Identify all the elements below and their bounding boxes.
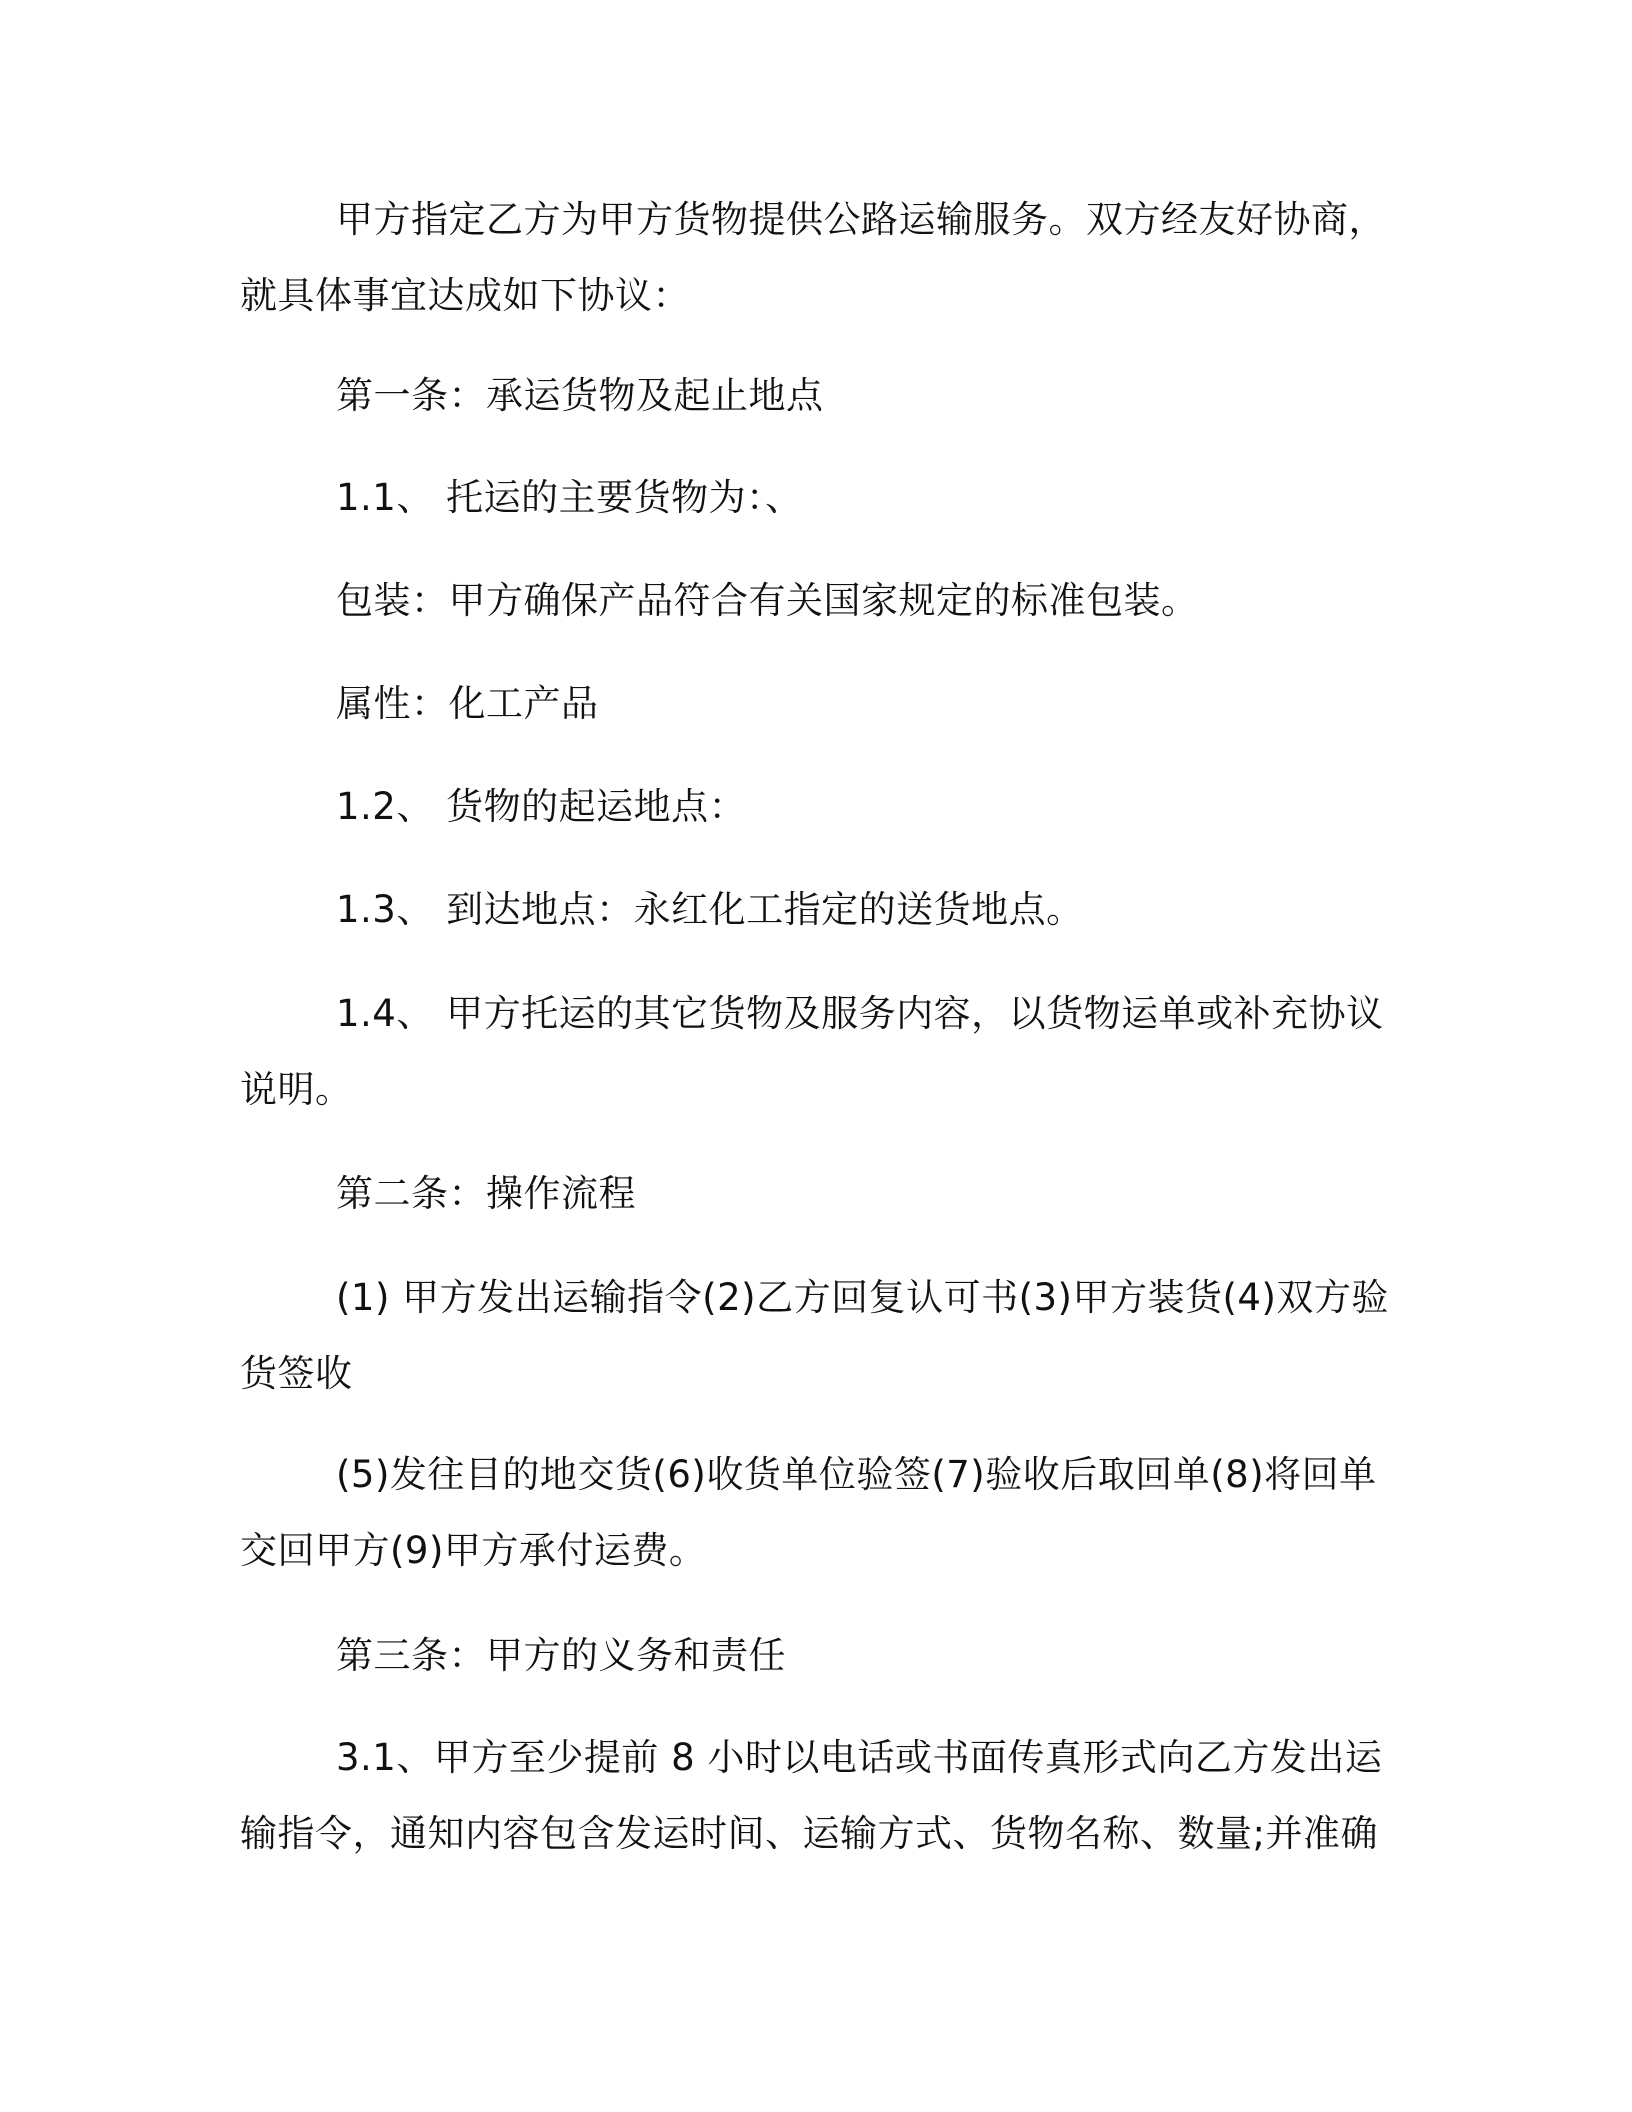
article-2-heading: 第二条：操作流程 (336, 1172, 636, 1215)
clause-1-3: 1.3、 到达地点：永红化工指定的送货地点。 (336, 888, 1084, 931)
attribute-paragraph: 属性：化工产品 (336, 682, 599, 725)
clause-1-4: 1.4、 甲方托运的其它货物及服务内容，以货物运单或补充协议说明。 (240, 992, 1384, 1111)
process-steps-1-4: (1) 甲方发出运输指令(2)乙方回复认可书(3)甲方装货(4)双方验货签收 (240, 1276, 1389, 1395)
clause-1-2: 1.2、 货物的起运地点： (336, 785, 747, 828)
article-1-heading: 第一条：承运货物及起止地点 (336, 374, 824, 417)
intro-paragraph: 甲方指定乙方为甲方货物提供公路运输服务。双方经友好协商，就具体事宜达成如下协议： (240, 198, 1386, 317)
clause-1-1: 1.1、 托运的主要货物为：、 (336, 476, 803, 519)
packaging-paragraph: 包装：甲方确保产品符合有关国家规定的标准包装。 (336, 579, 1199, 622)
article-3-heading: 第三条：甲方的义务和责任 (336, 1634, 786, 1677)
process-steps-5-9: (5)发往目的地交货(6)收货单位验签(7)验收后取回单(8)将回单交回甲方(9)甲方承付运费。 (240, 1453, 1377, 1572)
clause-3-1: 3.1、甲方至少提前 8 小时以电话或书面传真形式向乙方发出运输指令，通知内容包含发运时间、运输方式、货物名称、数量;并准确 (240, 1736, 1383, 1855)
